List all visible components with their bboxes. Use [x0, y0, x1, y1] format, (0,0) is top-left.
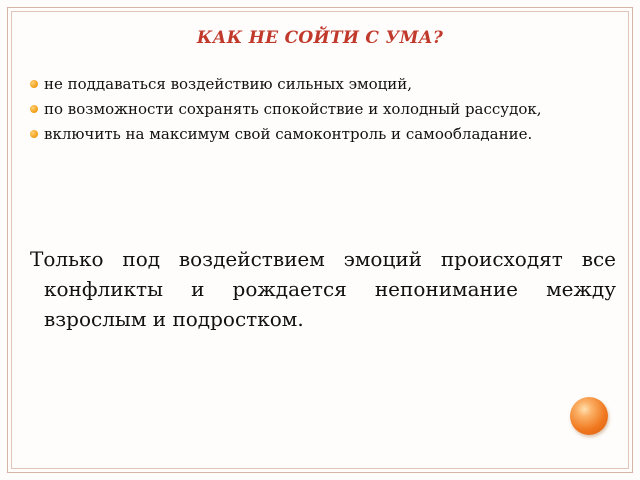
- bullet-list: [30, 74, 590, 149]
- bullet-dot-icon: [30, 80, 38, 88]
- bullet-text: по возможности сохранять спокойствие и холодный рассудок,: [44, 100, 542, 118]
- bullet-text: включить на максимум свой самоконтроль и самообладание.: [44, 125, 533, 143]
- bullet-item: [30, 99, 590, 120]
- bullet-text: не поддаваться воздействию сильных эмоций,: [44, 75, 413, 93]
- slide-title: КАК НЕ СОЙТИ С УМА?: [196, 28, 444, 48]
- bullet-dot-icon: [30, 105, 38, 113]
- bullet-item: [30, 124, 590, 145]
- bullet-item: [30, 74, 590, 95]
- main-paragraph: Только под воздействием эмоций происходят все конфликты и рождается непонимание между взрослым и подростком.: [30, 247, 616, 331]
- bullet-dot-icon: [30, 130, 38, 138]
- orange-orb-icon: [570, 397, 608, 435]
